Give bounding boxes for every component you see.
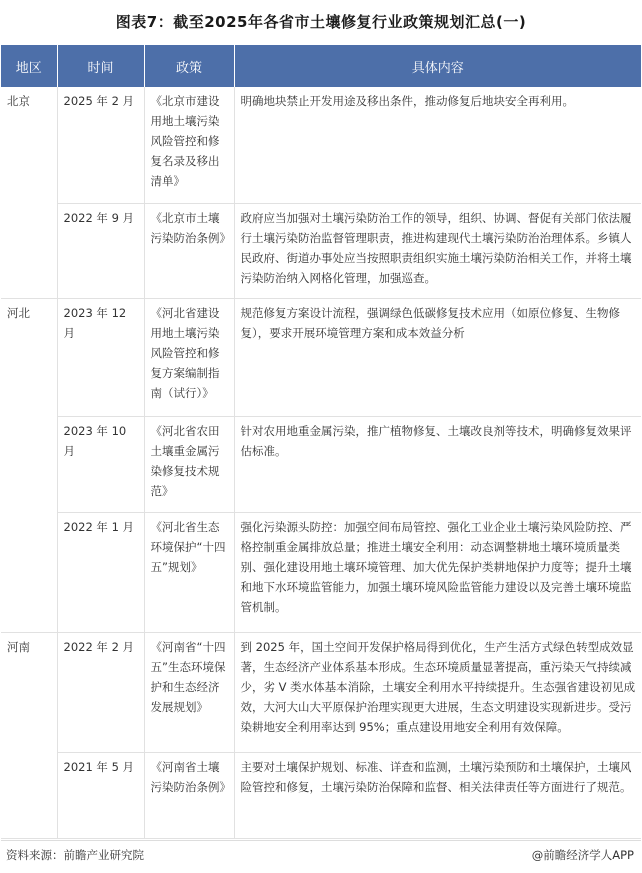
content-cell: 针对农用地重金属污染，推广植物修复、土壤改良剂等技术，明确修复效果评估标准。	[234, 416, 641, 512]
policy-table	[1, 45, 641, 839]
time-cell: 2022 年 2 月	[57, 632, 144, 752]
policy-cell: 《河北省生态环境保护“十四五”规划》	[144, 512, 234, 632]
header-policy: 政策	[144, 45, 234, 87]
table-row	[1, 752, 641, 838]
table-row	[1, 87, 641, 203]
time-cell: 2023 年 10 月	[57, 416, 144, 512]
content-cell: 主要对土壤保护规划、标准、详查和监测，土壤污染预防和土壤保护，土壤风险管控和修复，土壤污染防治保障和监督、相关法律责任等方面进行了规范。	[234, 752, 641, 838]
content-cell: 明确地块禁止开发用途及移出条件，推动修复后地块安全再利用。	[234, 87, 641, 203]
table-row	[1, 203, 641, 298]
policy-cell: 《河北省农田土壤重金属污染修复技术规范》	[144, 416, 234, 512]
time-cell: 2023 年 12 月	[57, 298, 144, 416]
content-cell: 政府应当加强对土壤污染防治工作的领导，组织、协调、督促有关部门依法履行土壤污染防治监督管理职责，推进构建现代土壤污染防治治理体系。乡镇人民政府、街道办事处应当按照职责组织实施土壤污染防治相关工作，并将土壤污染防治纳入网格化管理，加强巡查。	[234, 203, 641, 298]
policy-cell: 《北京市建设用地土壤污染风险管控和修复名录及移出清单》	[144, 87, 234, 203]
policy-cell: 《河南省土壤污染防治条例》	[144, 752, 234, 838]
header-region: 地区	[1, 45, 57, 87]
table-row	[1, 512, 641, 632]
brand-credit: @前瞻经济学人APP	[531, 848, 634, 862]
table-row	[1, 416, 641, 512]
region-cell: 北京	[1, 87, 57, 298]
time-cell: 2025 年 2 月	[57, 87, 144, 203]
content-cell: 到 2025 年，国土空间开发保护格局得到优化，生产生活方式绿色转型成效显著，生态经济产业体系基本形成。生态环境质量显著提高，重污染天气持续减少，劣 V 类水体基本消除，土壤安全利用水平持续提升。生态强省建设初见成效，大河大山大平原保护治理实现更大进展，生态文明建设实现新进步。受污染耕地安全利用率达到 95%；重点建设用地安全利用有效保障。	[234, 632, 641, 752]
time-cell: 2022 年 1 月	[57, 512, 144, 632]
source-note: 资料来源：前瞻产业研究院	[6, 848, 144, 862]
region-cell: 河北	[1, 298, 57, 632]
table-row	[1, 298, 641, 416]
table-header-row	[1, 45, 641, 87]
header-content: 具体内容	[234, 45, 641, 87]
policy-cell: 《河北省建设用地土壤污染风险管控和修复方案编制指南（试行）》	[144, 298, 234, 416]
page-title: 图表7：截至2025年各省市土壤修复行业政策规划汇总(一)	[115, 13, 527, 31]
header-time: 时间	[57, 45, 144, 87]
region-cell: 河南	[1, 632, 57, 838]
content-cell: 强化污染源头防控：加强空间布局管控、强化工业企业土壤污染风险防控、严格控制重金属排放总量；推进土壤安全利用：动态调整耕地土壤环境质量类别、强化建设用地土壤环境管理、加大优先保护类耕地保护力度等；提升土壤和地下水环境监管能力，加强土壤环境风险监管能力建设以及完善土壤环境监管机制。	[234, 512, 641, 632]
time-cell: 2021 年 5 月	[57, 752, 144, 838]
time-cell: 2022 年 9 月	[57, 203, 144, 298]
policy-cell: 《北京市土壤污染防治条例》	[144, 203, 234, 298]
table-row	[1, 632, 641, 752]
content-cell: 规范修复方案设计流程，强调绿色低碳修复技术应用（如原位修复、生物修复），要求开展环境管理方案和成本效益分析	[234, 298, 641, 416]
policy-cell: 《河南省“十四五”生态环境保护和生态经济发展规划》	[144, 632, 234, 752]
footer-divider	[1, 840, 641, 841]
